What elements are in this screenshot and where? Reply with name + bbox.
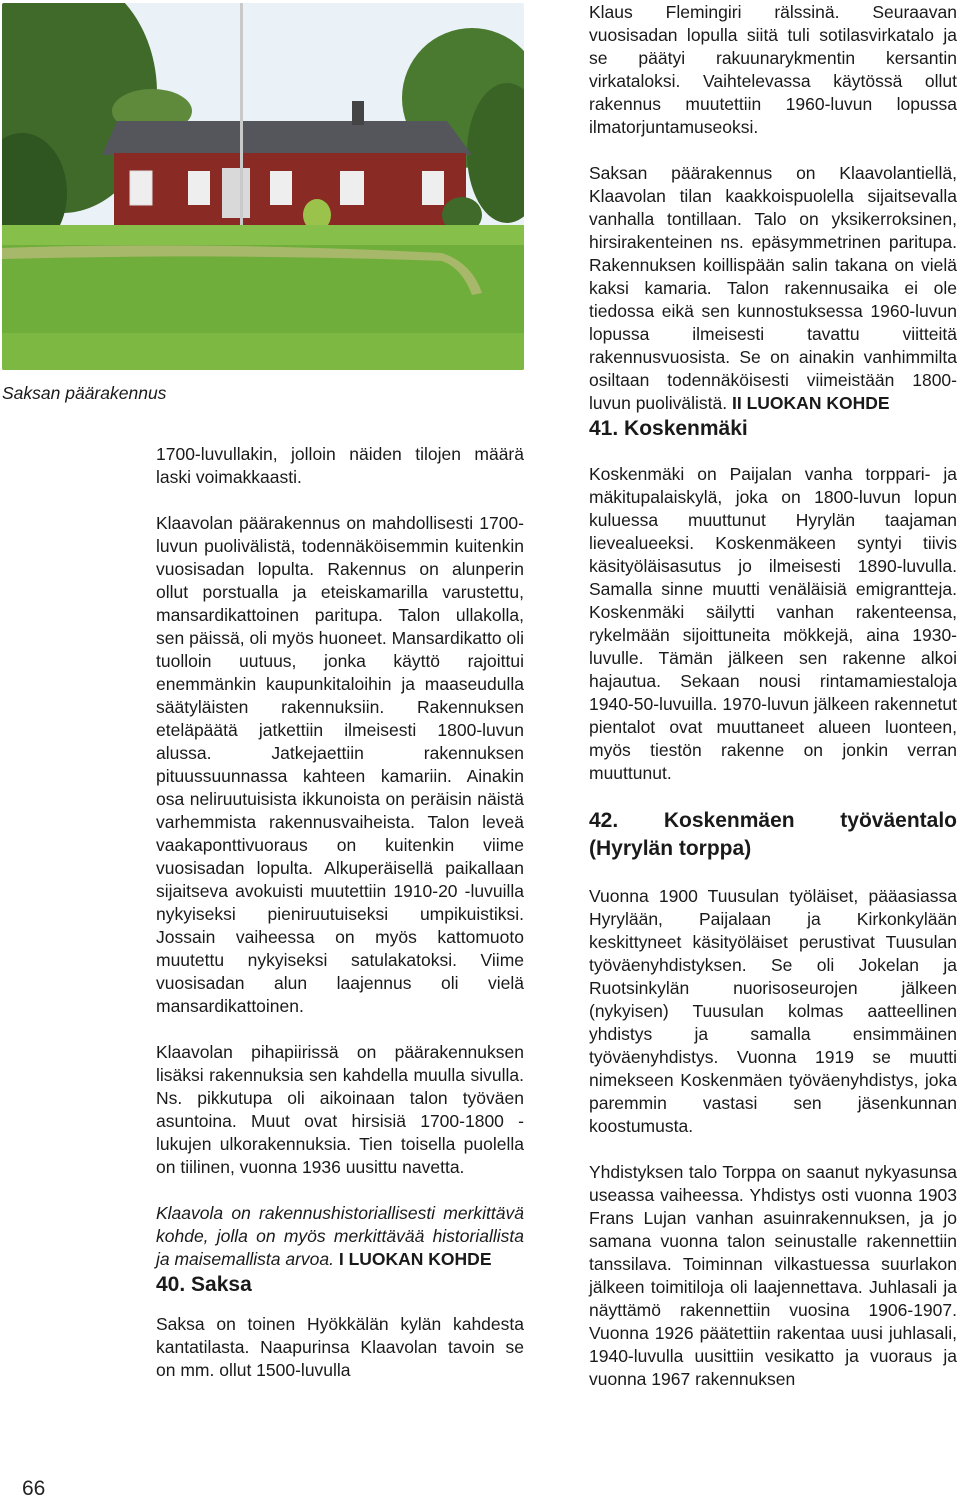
paragraph: 1700-luvullakin, jolloin näiden tilojen määrä laski voimakkaasti. bbox=[156, 444, 524, 487]
classification-label: II LUOKAN KOHDE bbox=[732, 393, 890, 413]
section-heading: 40. Saksa bbox=[156, 1273, 252, 1296]
paragraph: Yhdistyksen talo Torppa on saanut nykyasunsa useassa vaiheessa. Yhdistys osti vuonna 1903 Frans Lujan vanhan asuinrakennuksen, ja jo samana vuonna talon seinustalle rakennettiin tanssilava. Toiminnan vilkastuessa suurlakon jälkeen toimitiloja oli laajennettava. Juhlasali ja näyttämö rakennettiin vuosina 1906-1907. Vuonna 1926 päätettiin rakentaa uusi juhlasali, 1940-luvulla uusittiin vesikatto ja vuoraus ja vuonna 1967 rakennuksen bbox=[589, 1162, 957, 1389]
paragraph: Saksa on toinen Hyökkälän kylän kahdesta kantatilasta. Naapurinsa Klaavolan tavoin se on mm. ollut 1500-luvulla bbox=[156, 1314, 524, 1380]
paragraph: Klaavolan pihapiirissä on päärakennuksen lisäksi rakennuksia sen kahdella muulla sivulla. Ns. pikkutupa oli aikoinaan talon työväen asuntoina. Muut ovat hirsisiä 1700-1800 -lukujen ulkorakennuksia. Tien toisella puolella on tiilinen, vuonna 1936 uusittu navetta. bbox=[156, 1042, 524, 1177]
paragraph: Klaus Flemingiri rälssinä. Seuraavan vuosisadan lopulla siitä tuli sotilasvirkatalo ja se päätyi rakuunarykmentin kersantin virkataloksi. Vaihtelevassa käytössä ollut rakennus muutettiin 1960-luvun lopussa ilmatorjuntamuseoksi. bbox=[589, 2, 957, 137]
right-column bbox=[589, 1, 957, 1391]
section-heading: 42. Koskenmäen työväentalo (Hyrylän torppa) bbox=[589, 809, 957, 860]
photo-caption: Saksan päärakennus bbox=[2, 383, 167, 403]
classification-label: I LUOKAN KOHDE bbox=[338, 1249, 492, 1269]
page-number: 66 bbox=[22, 1477, 46, 1500]
paragraph: Klaavolan päärakennus on mahdollisesti 1700-luvun puolivälistä, todennäköisemmin kuitenkin vuosisadan lopulta. Rakennus on alunperin ollut porstualla ja eteiskamarilla varustettu, mansardikattoinen paritupa. Talon ullakolla, sen päissä, oli myös huoneet. Mansardikatto oli tuolloin uutuus, jonka käyttö rajoittui enemmänkin kaupunkitaloihin ja maaseudulla säätyläisten rakennuksiin. Rakennuksen eteläpäätä jatkettiin ilmeisesti 1800-luvun alussa. Jatkejaettiin rakennuksen pituussuunnassa kahteen kamariin. Ainakin osa neliruutuisista ikkunoista on peräisin näistä varhemmista rakennusvaiheista. Talon leveä vaakaponttivuoraus on kuitenkin viime vuosisadan lopulta. Alkuperäisellä paikallaan sijaitseva avokuisti muutettiin 1910-20 -luvuilla nykyiseksi pieniruutuiseksi umpikuistiksi. Jossain vaiheessa on myös kattomuoto muutettu nykyiseksi satulakatoksi. Viime vuosisadan alun laajennus oli vielä mansardikattoinen. bbox=[156, 513, 524, 1016]
paragraph-with-class bbox=[589, 162, 957, 415]
house-illustration bbox=[2, 3, 524, 370]
paragraph: Vuonna 1900 Tuusulan työläiset, pääasiassa Hyrylään, Paijalaan ja Kirkonkylään keskittyneet käsityöläiset perustivat Tuusulan työväenyhdistyksen. Se oli Jokelan ja Ruotsinkylän nuorisoseurojen jälkeen (nykyisen) Tuusulan kolmas aatteellinen yhdistys ja samalla ensimmäinen työväenyhdistys. Vuonna 1919 se muutti nimekseen Koskenmäen työväenyhdistys, joka paremmin vastasi sen jäsenkunnan koostumusta. bbox=[589, 886, 957, 1136]
section-heading: 41. Koskenmäki bbox=[589, 417, 748, 440]
paragraph-text: Saksan päärakennus on Klaavolantiellä, Klaavolan tilan kaakkoispuolella sijaitsevalla vanhalla tontillaan. Talo on yksikerroksinen, hirsirakenteinen ns. epäsymmetrinen paritupa. Rakennuksen koillispään salin takana on vielä kaksi kamaria. Talon rakennusaika ei ole tiedossa eikä sen kunnostuksessa 1960-luvun lopussa ilmeisesti tavattu viitteitä rakennusvuosista. Se on ainakin vanhimmilta osiltaan todennäköisesti viimeistään 1800-luvun puolivälistä. bbox=[589, 163, 957, 413]
building-photo bbox=[2, 3, 524, 370]
paragraph: Koskenmäki on Paijalan vanha torppari- ja mäkitupalaiskylä, joka on 1800-luvun lopun kuluessa muuttunut Hyrylän taajaman lievealueeksi. Koskenmäkeen syntyi tiivis käsityöläisasutus jo ilmeisesti 1890-luvulla. Samalla sinne muutti venäläisiä emigrantteja. Koskenmäki säilytti vanhan rakenteensa, rykelmään sijoittuneita mökkejä, aina 1930-luvulle. Tämän jälkeen sen rakenne alkoi hajautua. Sekaan nousi rintamamiestaloja 1940-50-luvuilla. 1970-luvun jälkeen rakennetut pientalot ovat muuttaneet alueen luonteen, myös tiestön rakenne on jonkin verran muuttunut. bbox=[589, 464, 957, 783]
paragraph-conclusion bbox=[156, 1202, 524, 1271]
left-column bbox=[156, 443, 524, 1382]
paragraph-italic: Klaavola on rakennushistoriallisesti merkittävä kohde, jolla on myös merkittävää historiallista ja maisemallista arvoa. bbox=[156, 1203, 524, 1269]
